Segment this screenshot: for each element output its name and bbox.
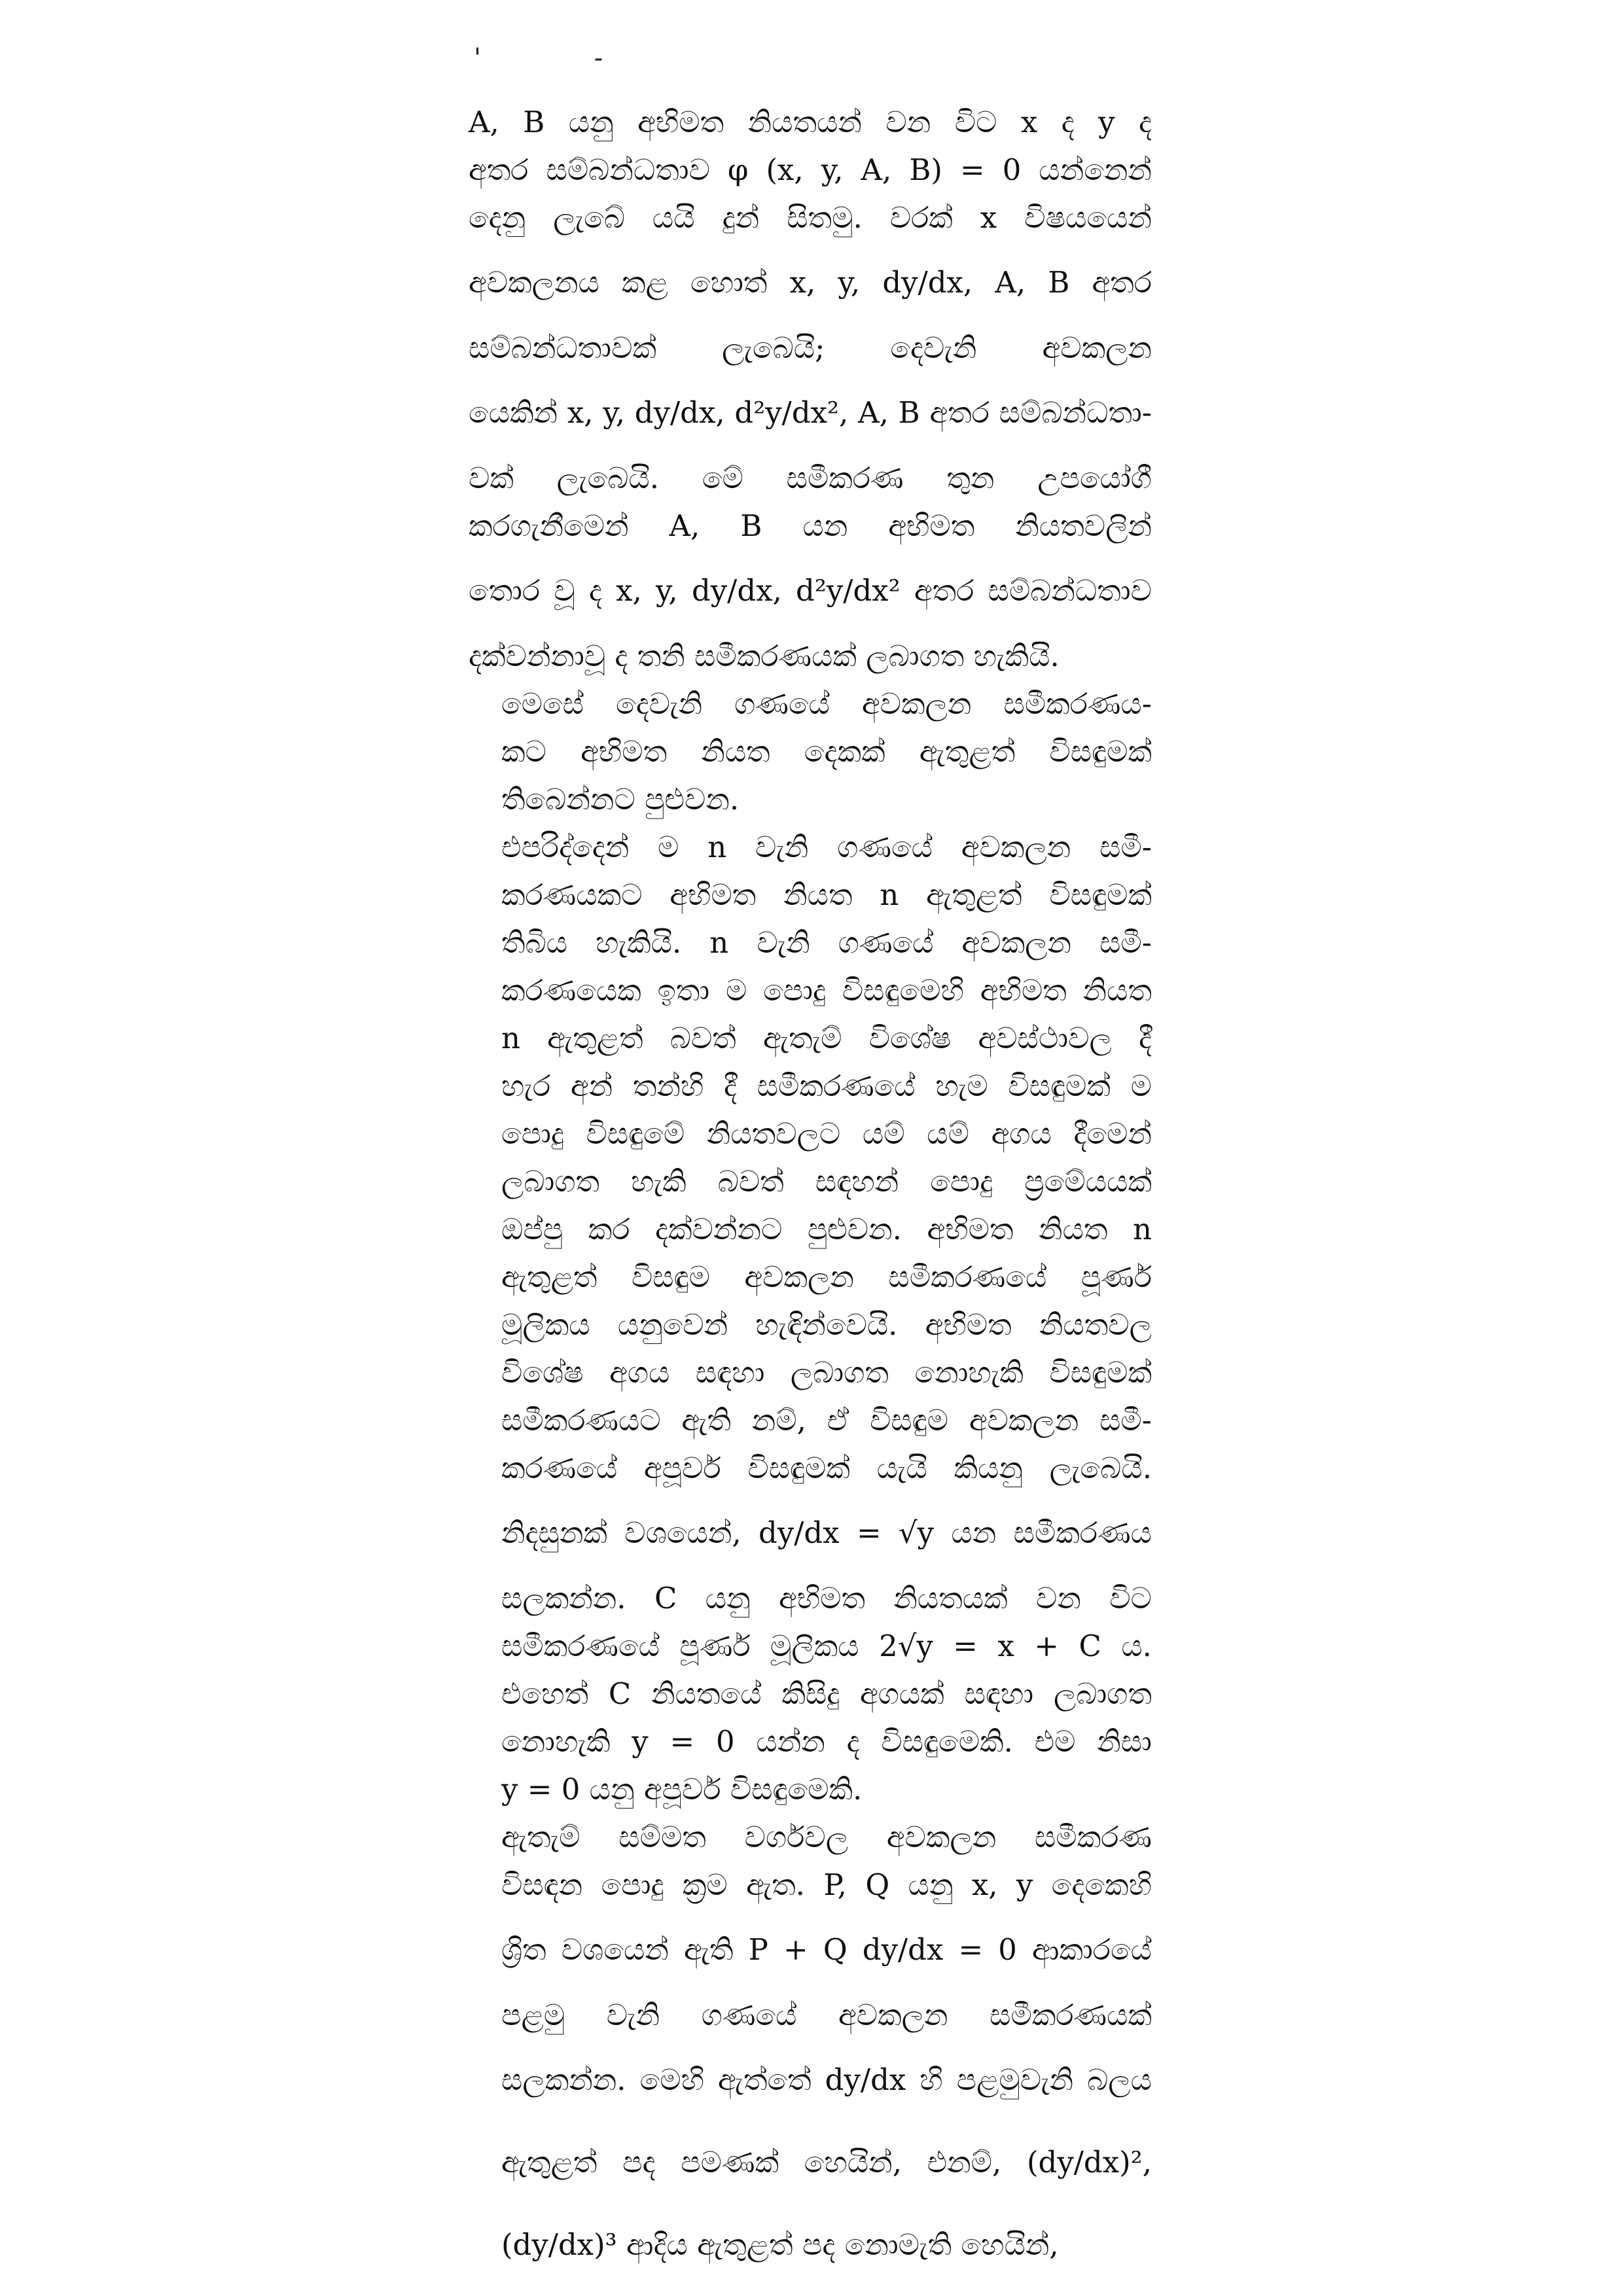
text-line: පළමු වැනි ගණයේ අවකලන සමීකරණයක්: [501, 1998, 1152, 2032]
text-line: හැර අන් තන්හි දී සමීකරණයේ හැම විසඳුමක් ම: [501, 1069, 1152, 1103]
text-line: කරණයෙක ඉතා ම පොදු විසඳුමෙහි අභිමත නියත: [501, 973, 1152, 1008]
text-line: කරණයේ අපූර්ව විසඳුමක් යැයි කියනු ලැබෙයි.: [501, 1451, 1152, 1485]
text-line: ඇතුළත් පද පමණක් හෙයින්, එනම්, (dy/dx)²,: [501, 2145, 1152, 2180]
text-line: y = 0 යනු අපූර්ව විසඳුමෙකි.: [501, 1772, 863, 1807]
text-line: සලකන්න. මෙහි ඇත්තේ dy/dx හි පළමුවැනි බලය: [501, 2062, 1152, 2097]
text-line: එහෙත් C නියතයේ කිසිදු අගයක් සඳහා ලබාගත: [501, 1676, 1152, 1711]
text-line: මෙසේ දෙවැනි ගණයේ අවකලන සමීකරණය-: [501, 686, 1152, 721]
text-line: සමීකරණයට ඇති නම්, ඒ විසඳුම අවකලන සමී-: [501, 1403, 1152, 1438]
text-line: තිබිය හැකියි. n වැනි ගණයේ අවකලන සමී-: [501, 925, 1152, 960]
text-line: අවකලනය කළ හොත් x, y, dy/dx, A, B අතර: [469, 265, 1152, 300]
text-line: නිදසුනක් වශයෙන්, dy/dx = √y යන සමීකරණය: [501, 1515, 1152, 1550]
text-line: අතර සම්බන්ධතාව φ (x, y, A, B) = 0 යන්නෙන්: [469, 152, 1152, 187]
text-line: කරණයකට අභිමත නියත n ඇතුළත් විසඳුමක්: [501, 877, 1152, 912]
text-line: තොර වූ ද x, y, dy/dx, d²y/dx² අතර සම්බන්ධතාව: [469, 573, 1152, 608]
text-line: සමීකරණයේ පූර්ණ මූලිකය 2√y = x + C ය.: [501, 1629, 1152, 1663]
text-line: ඇතුළත් විසඳුම අවකලන සමීකරණයේ පූර්ණ: [501, 1260, 1152, 1294]
text-line: මූලිකය යනුවෙන් හැඳින්වෙයි. අභිමත නියතවල: [501, 1307, 1152, 1342]
paragraph-p3: [469, 823, 1152, 1813]
text-line: විශේෂ අගය සඳහා ලබාගත නොහැකි විසඳුමක්: [501, 1355, 1152, 1390]
text-line: A, B යනු අභිමත නියතයන් වන විට x ද y ද: [469, 105, 1152, 139]
text-line: දෙනු ලැබේ යයි දුන් සිතමු. වරක් x විෂයයෙන්: [469, 200, 1152, 235]
text-column: [469, 98, 1152, 2286]
text-line: දක්වන්නාවූ ද තනි සමීකරණයක් ලබාගත හැකියි.: [469, 639, 1060, 673]
text-line: වක් ලැබෙයි. මේ සමීකරණ තුන උපයෝගී: [469, 461, 1152, 495]
paragraph-p1: [469, 98, 1152, 680]
text-line: ලබාගත හැකි බවත් සඳහන් පොදු ප්‍රමේයයක්: [501, 1164, 1152, 1199]
text-line: ඇතැම් සම්මත වර්ගවල අවකලන සමීකරණ: [501, 1820, 1152, 1854]
text-line: ඔප්පු කර දක්වන්නට පුළුවන. අභිමත නියත n: [501, 1212, 1152, 1246]
text-line: කට අභිමත නියත දෙකක් ඇතුළත් විසඳුමක්: [501, 734, 1152, 769]
text-line: ශ්‍රිත වශයෙන් ඇති P + Q dy/dx = 0 ආකාරයේ: [501, 1932, 1152, 1967]
text-line: විසඳන පොදු ක්‍රම ඇත. P, Q යනු x, y දෙකෙහි: [501, 1867, 1152, 1902]
paragraph-p2: [469, 680, 1152, 823]
scan-specks: ' -: [474, 43, 656, 73]
paragraph-p4: [469, 1813, 1152, 2286]
text-line: සලකන්න. C යනු අභිමත නියතයක් වන විට: [501, 1581, 1152, 1616]
text-line: කරගැනීමෙන් A, B යන අභිමත නියතවලින්: [469, 508, 1152, 543]
text-line: යෙකින් x, y, dy/dx, d²y/dx², A, B අතර සම්බන්ධතා-: [469, 395, 1152, 430]
text-line: (dy/dx)³ ආදිය ඇතුළත් පද නොමැති හෙයින්,: [501, 2227, 1059, 2262]
text-line: සම්බන්ධතාවක් ලැබෙයි; දෙවැනි අවකලන: [469, 330, 1152, 365]
text-line: එපරිද්දෙන් ම n වැනි ගණයේ අවකලන සමී-: [501, 830, 1152, 864]
text-line: n ඇතුළත් බවත් ඇතැම් විශේෂ අවස්ථාවල දී: [501, 1021, 1152, 1055]
text-line: පොදු විසඳුමේ නියතවලට යම් යම් අගය දීමෙන්: [501, 1116, 1152, 1151]
text-line: නොහැකි y = 0 යන්න ද විසඳුමෙකි. එම නිසා: [501, 1724, 1152, 1759]
text-line: තිබෙන්නට පුළුවන.: [501, 782, 740, 817]
